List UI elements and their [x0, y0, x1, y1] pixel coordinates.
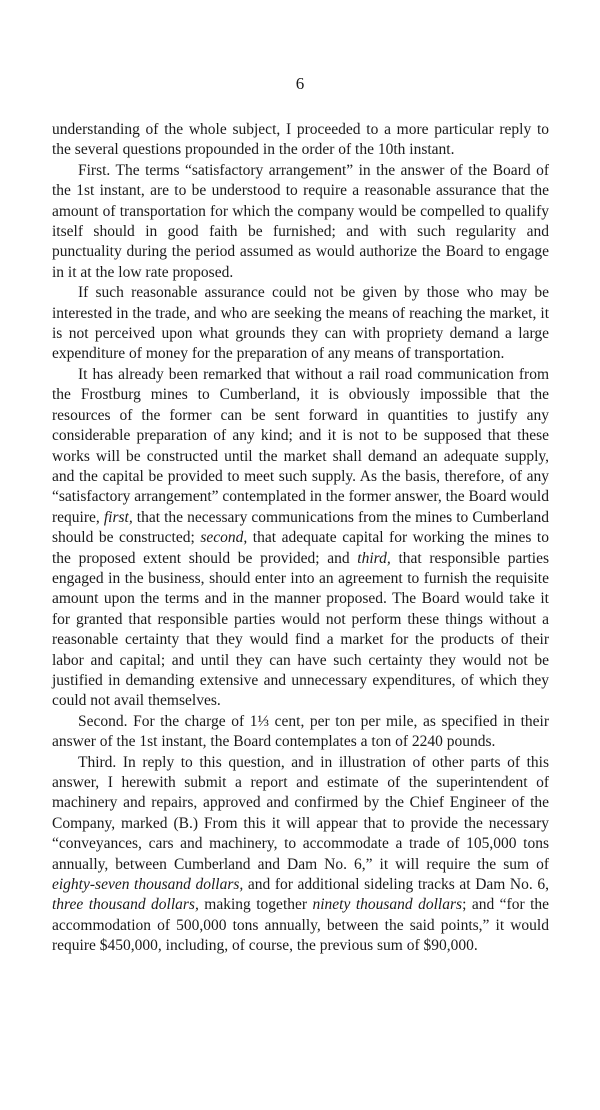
paragraph [52, 120, 549, 161]
text-run: and for additional sideling tracks at Dam No. 6, [243, 876, 549, 894]
text-run: Third. In reply to this question, and in illustration of other parts of this answer, I herewith submit a report and estimate of the superintendent of machinery and repairs, approved and confirmed by the Chief Engineer of the Company, marked (B.) From this it will appear that to provide the necessary “conveyances, cars and machinery, to accommodate a trade of 105,000 tons annually, between Cumberland and Dam No. 6,” it will require the sum of [52, 753, 549, 873]
paragraph [52, 161, 549, 283]
text-run: that responsible parties engaged in the business, should enter into an agreement to furnish the requisite amount upon the terms and in the manner proposed. The Board would take it for granted that responsible parties would not perform these things without a reasonable certainty that they would find a market for the products of their labor and capital; and until they can have such certainty they would not be justified in demanding extensive and unnecessary expenditures, of which they could not avail themselves. [52, 549, 550, 710]
page-number: 6 [295, 74, 305, 93]
text-run: understanding of the whole subject, I proceeded to a more particular reply to the several questions propounded in the order of the 10th instant. [52, 121, 549, 159]
italic-text: three thousand dollars, [52, 896, 199, 914]
italic-text: second, [200, 529, 248, 547]
italic-text: ninety thousand dollars [312, 896, 463, 914]
text-run: It has already been remarked that without a rail road communication from the Frostburg mines to Cumberland, it is obviously impossible that the resources of the former can be sent forward in quantities to justify any considerable preparation of any kind; and it is not to be supposed that these works will be constructed until the market shall demand an adequate supply, and the capital be provided to meet such supply. As the basis, therefore, of any “satisfactory arrangement” contemplated in the former answer, the Board would require, [52, 365, 549, 526]
paragraph [52, 753, 549, 957]
italic-text: third, [357, 549, 391, 567]
text-run: ; and “for the accommodation of 500,000 tons annually, between the said points,” it would require $450,000, including, of course, the previous sum of $90,000. [52, 896, 550, 955]
text-run: Second. For the charge of 1⅓ cent, per ton per mile, as specified in their answer of the 1st instant, the Board contemplates a ton of 2240 pounds. [52, 712, 549, 751]
text-run: If such reasonable assurance could not be given by those who may be interested in the trade, and who are seeking the means of reaching the market, it is not perceived upon what grounds they can with propriety demand a large expenditure of money for the preparation of any means of transportation. [52, 284, 549, 363]
text-run: First. The terms “satisfactory arrangement” in the answer of the Board of the 1st instant, are to be understood to require a reasonable assurance that the amount of transportation for which the company would be compelled to qualify itself should in good faith be furnished; and with such regularity and punctuality during the period assumed as would authorize the Board to engage in it at the low rate proposed. [52, 161, 549, 281]
italic-text: eighty-seven thousand dollars, [52, 876, 244, 894]
paragraph [52, 283, 549, 365]
text-run: making together [198, 896, 313, 914]
text-run: that adequate capital for working the mines to the proposed extent should be provided; and [52, 529, 549, 567]
text-run: that the necessary communications from the mines to Cumberland should be constructed; [52, 508, 549, 547]
paragraph [52, 712, 549, 753]
italic-text: first, [103, 508, 133, 526]
paragraph [52, 365, 549, 712]
body-text [52, 120, 549, 957]
